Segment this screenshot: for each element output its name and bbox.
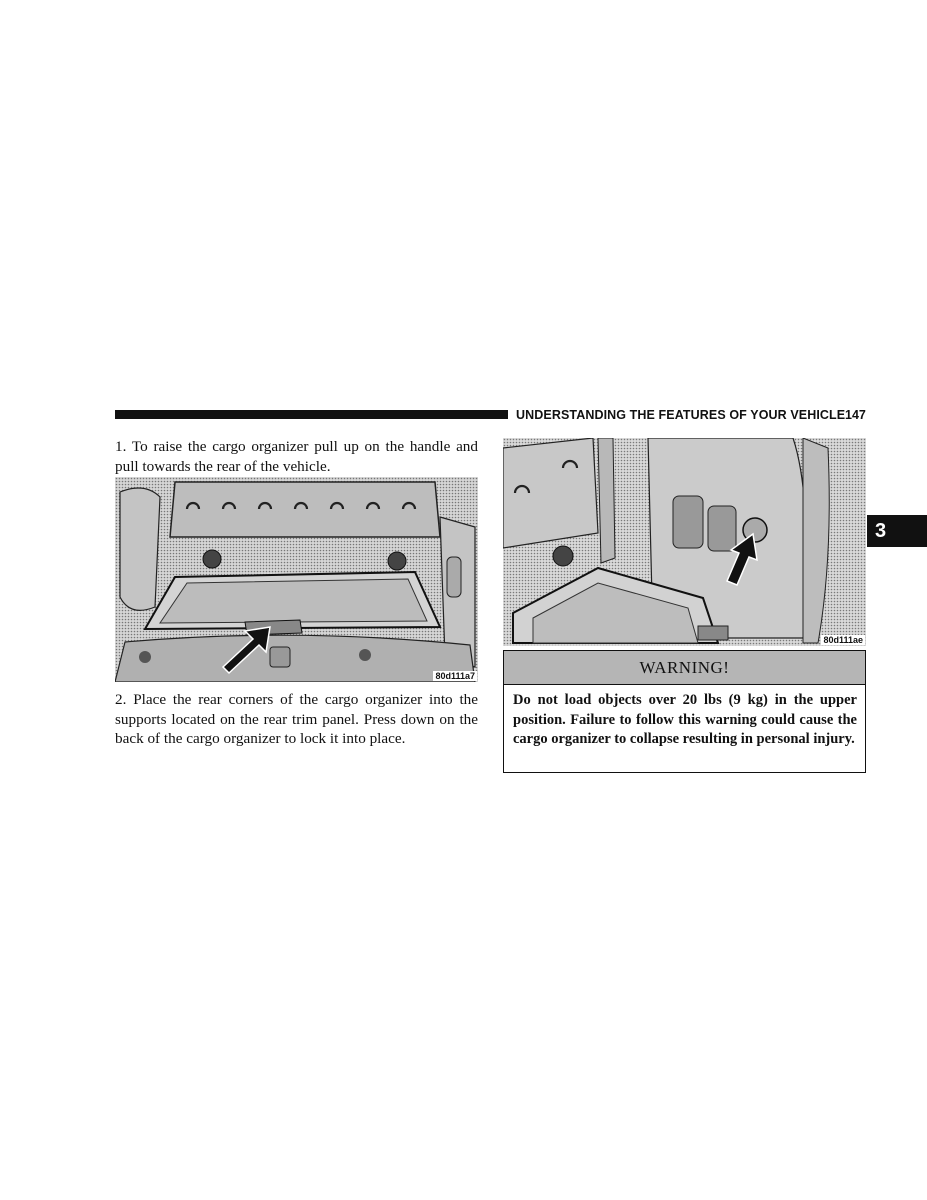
trim-panel-illustration xyxy=(503,438,866,646)
page-number: 147 xyxy=(845,408,866,422)
figure-code: 80d111a7 xyxy=(435,671,475,681)
rear-trim-panel-support-figure xyxy=(503,438,866,646)
warning-title: WARNING! xyxy=(504,651,865,685)
warning-box xyxy=(503,650,866,773)
cargo-organizer-handle-figure xyxy=(115,477,478,682)
chapter-tab: 3 xyxy=(867,515,927,547)
section-title: UNDERSTANDING THE FEATURES OF YOUR VEHICLE xyxy=(516,408,846,422)
cargo-area-illustration xyxy=(115,477,478,682)
step-2-text: 2. Place the rear corners of the cargo organizer into the supports located on the rear trim panel. Press down on the back of the cargo organizer to lock it into place. xyxy=(115,691,478,747)
step-1-text: 1. To raise the cargo organizer pull up on the handle and pull towards the rear of the vehicle. xyxy=(115,438,478,475)
header-rule xyxy=(115,410,508,419)
figure-code: 80d111ae xyxy=(823,635,863,645)
warning-text: Do not load objects over 20 lbs (9 kg) in the upper position. Failure to follow this warning could cause the cargo organizer to collapse resulting in personal injury. xyxy=(513,692,857,747)
